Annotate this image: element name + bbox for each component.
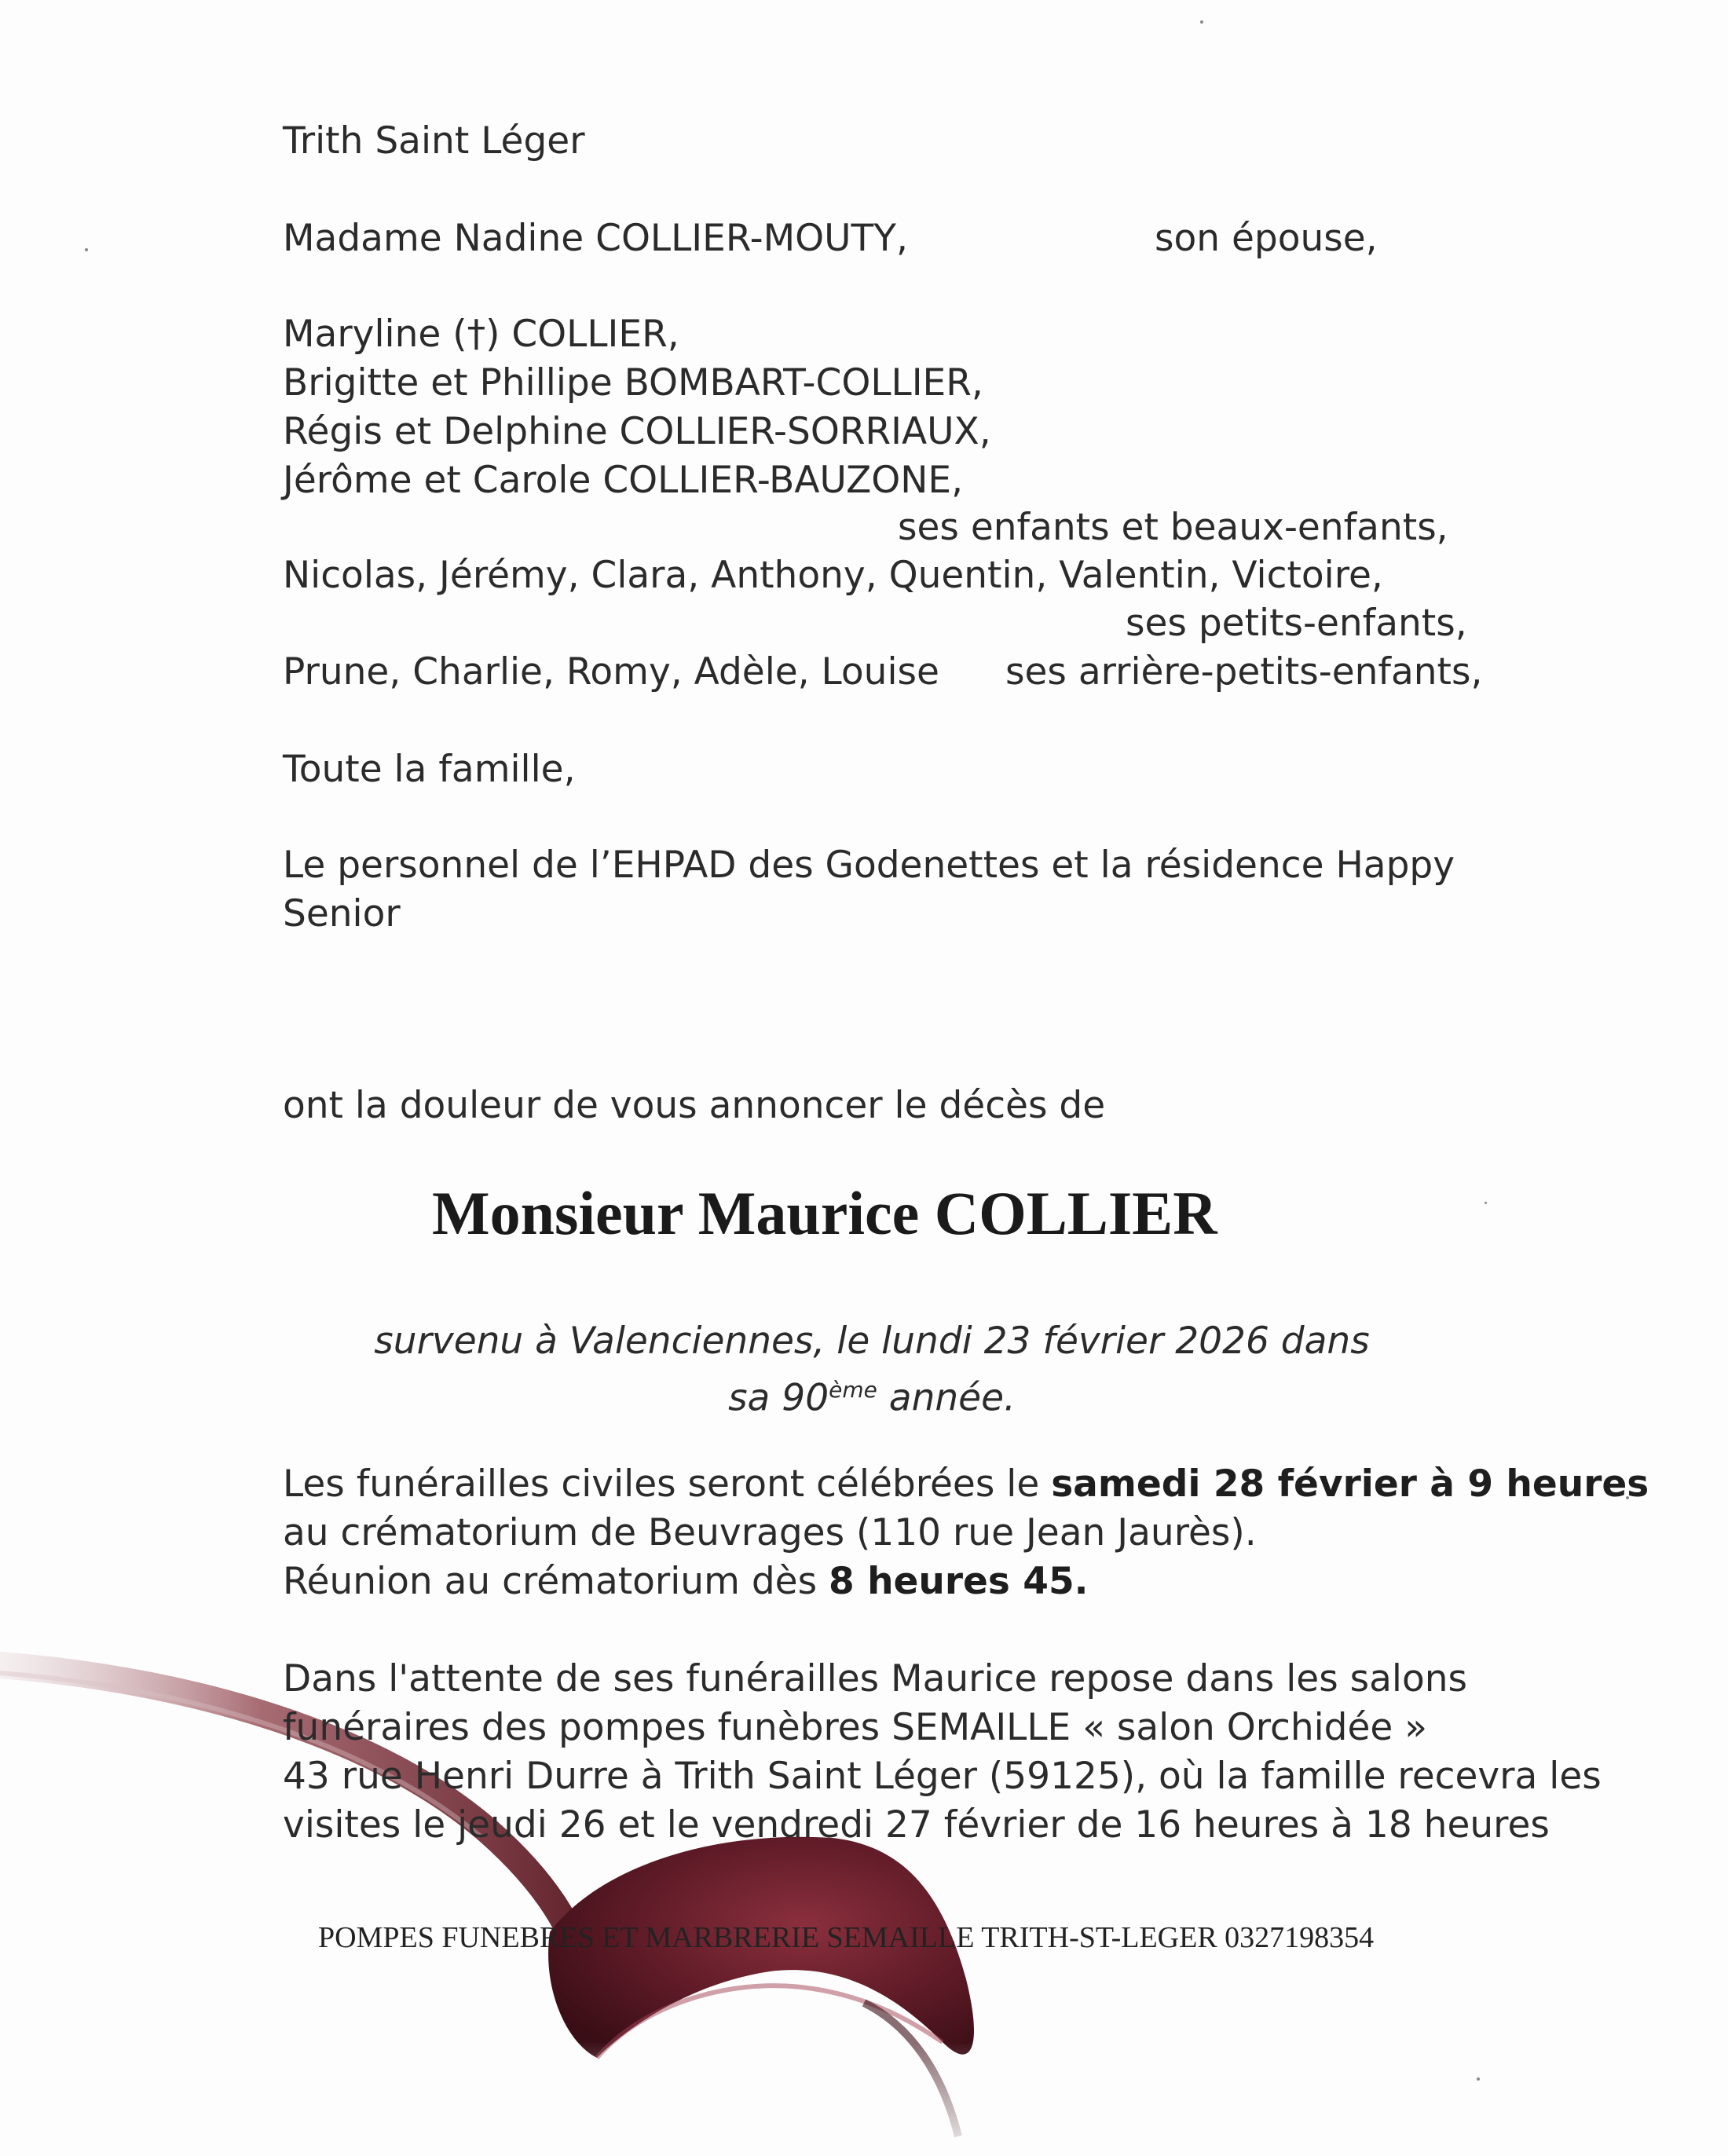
visitation-line-2: funéraires des pompes funèbres SEMAILLE « salon Orchidée » — [283, 1706, 1428, 1749]
place-name: Trith Saint Léger — [283, 119, 585, 163]
funeral-home-footer: POMPES FUNEBRES ET MARBRERIE SEMAILLE TRITH-ST-LEGER 0327198354 — [318, 1921, 1375, 1954]
scan-speck — [1485, 1202, 1487, 1204]
great-grandchildren-names: Prune, Charlie, Romy, Adèle, Louise — [283, 650, 939, 694]
staff-line-2: Senior — [283, 892, 401, 935]
visitation-line-4: visites le jeudi 26 et le vendredi 27 février de 16 heures à 18 heures — [283, 1803, 1550, 1847]
deceased-name: Monsieur Maurice COLLIER — [432, 1179, 1217, 1247]
child-name: Maryline (†) COLLIER, — [283, 313, 679, 356]
great-grandchildren-relation: ses arrière-petits-enfants, — [1005, 650, 1483, 694]
family-line: Toute la famille, — [283, 748, 576, 791]
child-name: Régis et Delphine COLLIER-SORRIAUX, — [283, 410, 991, 453]
funeral-line-1: Les funérailles civiles seront célébrées le samedi 28 février à 9 heures — [283, 1462, 1649, 1506]
grandchildren-names: Nicolas, Jérémy, Clara, Anthony, Quentin, Valentin, Victoire, — [283, 554, 1383, 597]
grandchildren-relation: ses petits-enfants, — [1126, 602, 1467, 645]
death-line-1: survenu à Valenciennes, le lundi 23 février 2026 dans — [374, 1320, 1370, 1363]
scan-speck — [1200, 20, 1203, 24]
child-name: Jérôme et Carole COLLIER-BAUZONE, — [283, 459, 964, 502]
staff-line-1: Le personnel de l’EHPAD des Godenettes et la résidence Happy — [283, 844, 1455, 887]
child-name: Brigitte et Phillipe BOMBART-COLLIER, — [283, 361, 983, 404]
visitation-line-1: Dans l'attente de ses funérailles Maurice repose dans les salons — [283, 1657, 1468, 1700]
scan-speck — [1477, 2077, 1480, 2081]
children-relation: ses enfants et beaux-enfants, — [898, 506, 1448, 549]
spouse-name: Madame Nadine COLLIER-MOUTY, — [283, 217, 908, 260]
funeral-line-2: au crématorium de Beuvrages (110 rue Jean Jaurès). — [283, 1511, 1257, 1554]
announcement: ont la douleur de vous annoncer le décès de — [283, 1084, 1106, 1127]
visitation-line-3: 43 rue Henri Durre à Trith Saint Léger (59125), où la famille recevra les — [283, 1755, 1602, 1798]
death-line-2: sa 90ème année. — [728, 1376, 1016, 1420]
funeral-line-3: Réunion au crématorium dès 8 heures 45. — [283, 1560, 1089, 1603]
scan-speck — [85, 248, 88, 251]
spouse-relation: son épouse, — [1155, 217, 1378, 260]
